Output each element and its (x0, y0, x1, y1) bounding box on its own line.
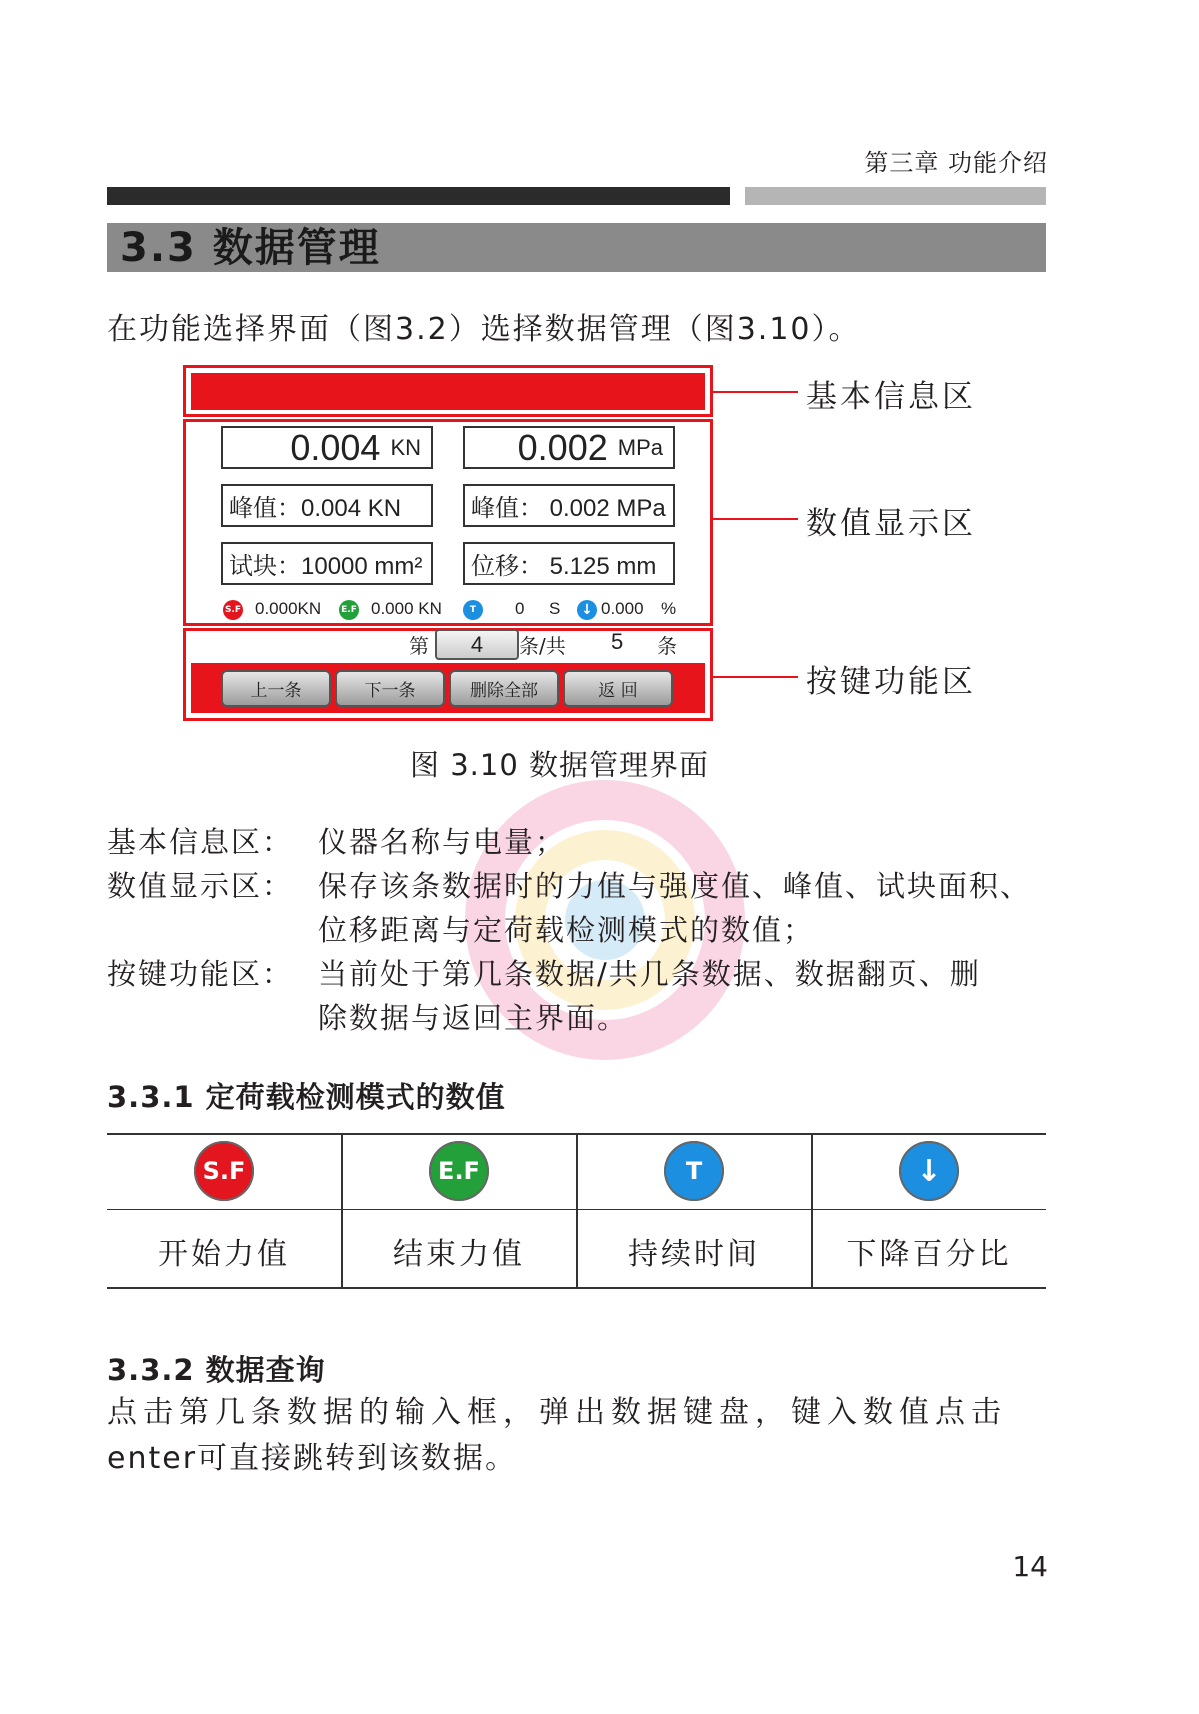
info-desc-text: 仪器名称与电量； (318, 825, 567, 859)
values-desc-text-2: 位移距离与定荷载检测模式的数值； (318, 913, 815, 947)
delete-all-button[interactable]: 删除全部 (449, 670, 559, 707)
stress-value: 0.002 (517, 426, 608, 468)
next-button[interactable]: 下一条 (335, 670, 445, 707)
record-mid: 条/共 (519, 634, 566, 658)
record-prefix: 第 (409, 634, 429, 658)
ef-icon: E.F (339, 600, 359, 620)
duration-label: 持续时间 (628, 1237, 760, 1272)
specimen-area-display: 试块：10000 mm² (221, 542, 433, 585)
t-unit: S (549, 599, 561, 618)
info-bar (191, 373, 705, 410)
t-icon: T (463, 600, 483, 620)
down-value: 0.000 (601, 599, 644, 618)
values-desc-text-1: 保存该条数据时的力值与强度值、峰值、试块面积、 (318, 869, 1032, 903)
subsection-2-paragraph (107, 1390, 1046, 1482)
keys-desc-text-2: 除数据与返回主界面。 (318, 1001, 629, 1035)
values-zone-callout: 数值显示区 (806, 506, 976, 542)
section-title: 3.3 数据管理 (120, 225, 381, 271)
back-button[interactable]: 返 回 (563, 670, 673, 707)
intro-text: 在功能选择界面（图3.2）选择数据管理（图3.10）。 (107, 312, 861, 347)
prev-button[interactable]: 上一条 (221, 670, 331, 707)
stress-display (463, 426, 675, 469)
stress-unit: MPa (617, 434, 663, 460)
down-arrow-icon: ↓ (577, 600, 597, 620)
subsection-1-title: 3.3.1 定荷载检测模式的数值 (107, 1080, 506, 1114)
paragraph-line-2: enter可直接跳转到该数据。 (107, 1441, 518, 1476)
record-suffix: 条 (657, 634, 677, 658)
force-display (221, 426, 433, 469)
record-total: 5 (611, 629, 624, 654)
ef-icon: E.F (429, 1141, 489, 1201)
end-force-label: 结束力值 (393, 1237, 525, 1272)
down-unit: % (661, 599, 677, 618)
chapter-header: 第三章 功能介绍 (864, 149, 1048, 177)
mode-values-table (107, 1133, 1046, 1293)
drop-percent-label: 下降百分比 (846, 1237, 1012, 1272)
start-force-label: 开始力值 (158, 1237, 290, 1272)
peak-force-display: 峰值：0.004 KN (221, 484, 433, 527)
peak-stress-display: 峰值： 0.002 MPa (463, 484, 675, 527)
displacement-display: 位移： 5.125 mm (463, 542, 675, 585)
keys-desc-label: 按键功能区： (107, 957, 294, 991)
sf-icon: S.F (194, 1141, 254, 1201)
paragraph-line-1: 点击第几条数据的输入框，弹出数据键盘，键入数值点击 (107, 1395, 1007, 1430)
sf-value: 0.000KN (255, 599, 322, 618)
ef-value: 0.000 KN (371, 599, 442, 618)
info-desc-label: 基本信息区： (107, 825, 294, 859)
header-bar-dark (107, 187, 730, 205)
keys-leader-line (713, 676, 798, 678)
keys-desc-text-1: 当前处于第几条数据/共几条数据、数据翻页、删 (318, 957, 981, 991)
force-value: 0.004 (290, 426, 381, 468)
t-value: 0 (515, 599, 525, 618)
down-arrow-icon: ↓ (899, 1141, 959, 1201)
page-number: 14 (1012, 1550, 1048, 1583)
keys-zone-callout: 按键功能区 (806, 664, 976, 700)
figure-caption: 图 3.10 数据管理界面 (410, 748, 710, 782)
values-leader-line (713, 518, 798, 520)
time-icon: T (664, 1141, 724, 1201)
data-management-figure (183, 365, 713, 721)
subsection-2-title: 3.3.2 数据查询 (107, 1353, 326, 1387)
header-bar-light (745, 187, 1046, 205)
record-number-input[interactable]: 4 (435, 629, 519, 660)
force-unit: KN (390, 434, 421, 460)
info-zone-callout: 基本信息区 (806, 379, 976, 415)
values-desc-label: 数值显示区： (107, 869, 294, 903)
info-leader-line (713, 391, 798, 393)
sf-icon: S.F (223, 600, 243, 620)
